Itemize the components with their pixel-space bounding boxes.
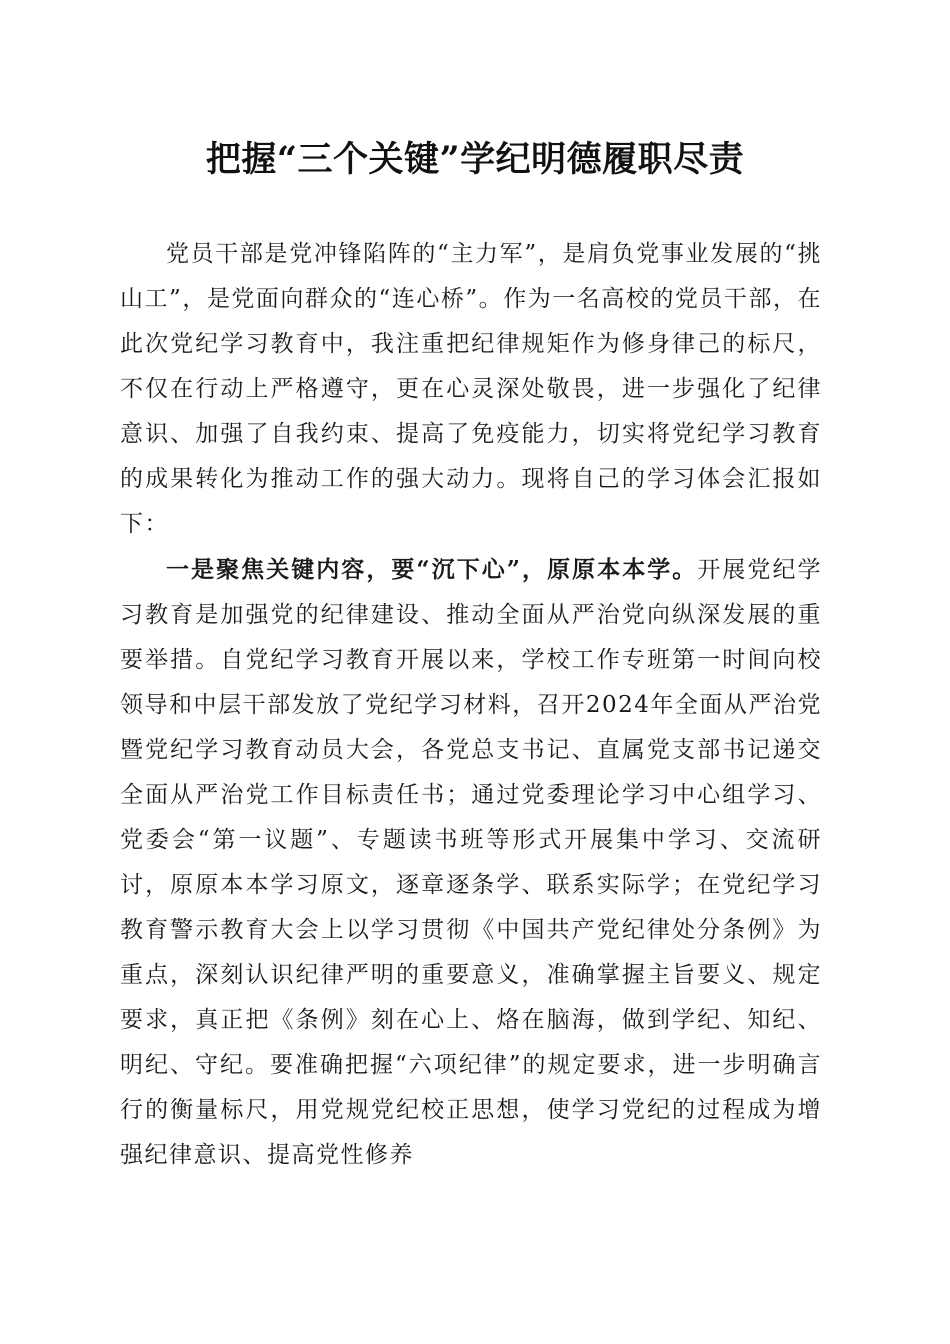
paragraph-intro-text: 党员干部是党冲锋陷阵的“主力军”，是肩负党事业发展的“挑山工”，是党面向群众的“连心桥”。作为一名高校的党员干部，在此次党纪学习教育中，我注重把纪律规矩作为修身律己的标尺，不仅在行动上严格遵守，更在心灵深处敬畏，进一步强化了纪律意识、加强了自我约束、提高了免疫能力，切实将党纪学习教育的成果转化为推动工作的强大动力。现将自己的学习体会汇报如下： [120,241,822,537]
paragraph-point-one-text: 开展党纪学习教育是加强党的纪律建设、推动全面从严治党向纵深发展的重要举措。自党纪学习教育开展以来，学校工作专班第一时间向校领导和中层干部发放了党纪学习材料，召开2024年全面从严治党暨党纪学习教育动员大会，各党总支书记、直属党支部书记递交全面从严治党工作目标责任书；通过党委理论学习中心组学习、党委会“第一议题”、专题读书班等形式开展集中学习、交流研讨，原原本本学习原文，逐章逐条学、联系实际学；在党纪学习教育警示教育大会上以学习贯彻《中国共产党纪律处分条例》为重点，深刻认识纪律严明的重要意义，准确掌握主旨要义、规定要求，真正把《条例》刻在心上、烙在脑海，做到学纪、知纪、明纪、守纪。要准确把握“六项纪律”的规定要求，进一步明确言行的衡量标尺，用党规党纪校正思想，使学习党纪的过程成为增强纪律意识、提高党性修养 [120,557,823,1168]
paragraph-point-one [120,547,822,1178]
paragraph-intro [120,232,822,547]
document-body [120,232,822,1178]
document-title: 把握“三个关键”学纪明德履职尽责 [205,139,745,180]
paragraph-point-one-lead: 一是聚焦关键内容，要“沉下心”，原原本本学。 [166,556,698,583]
